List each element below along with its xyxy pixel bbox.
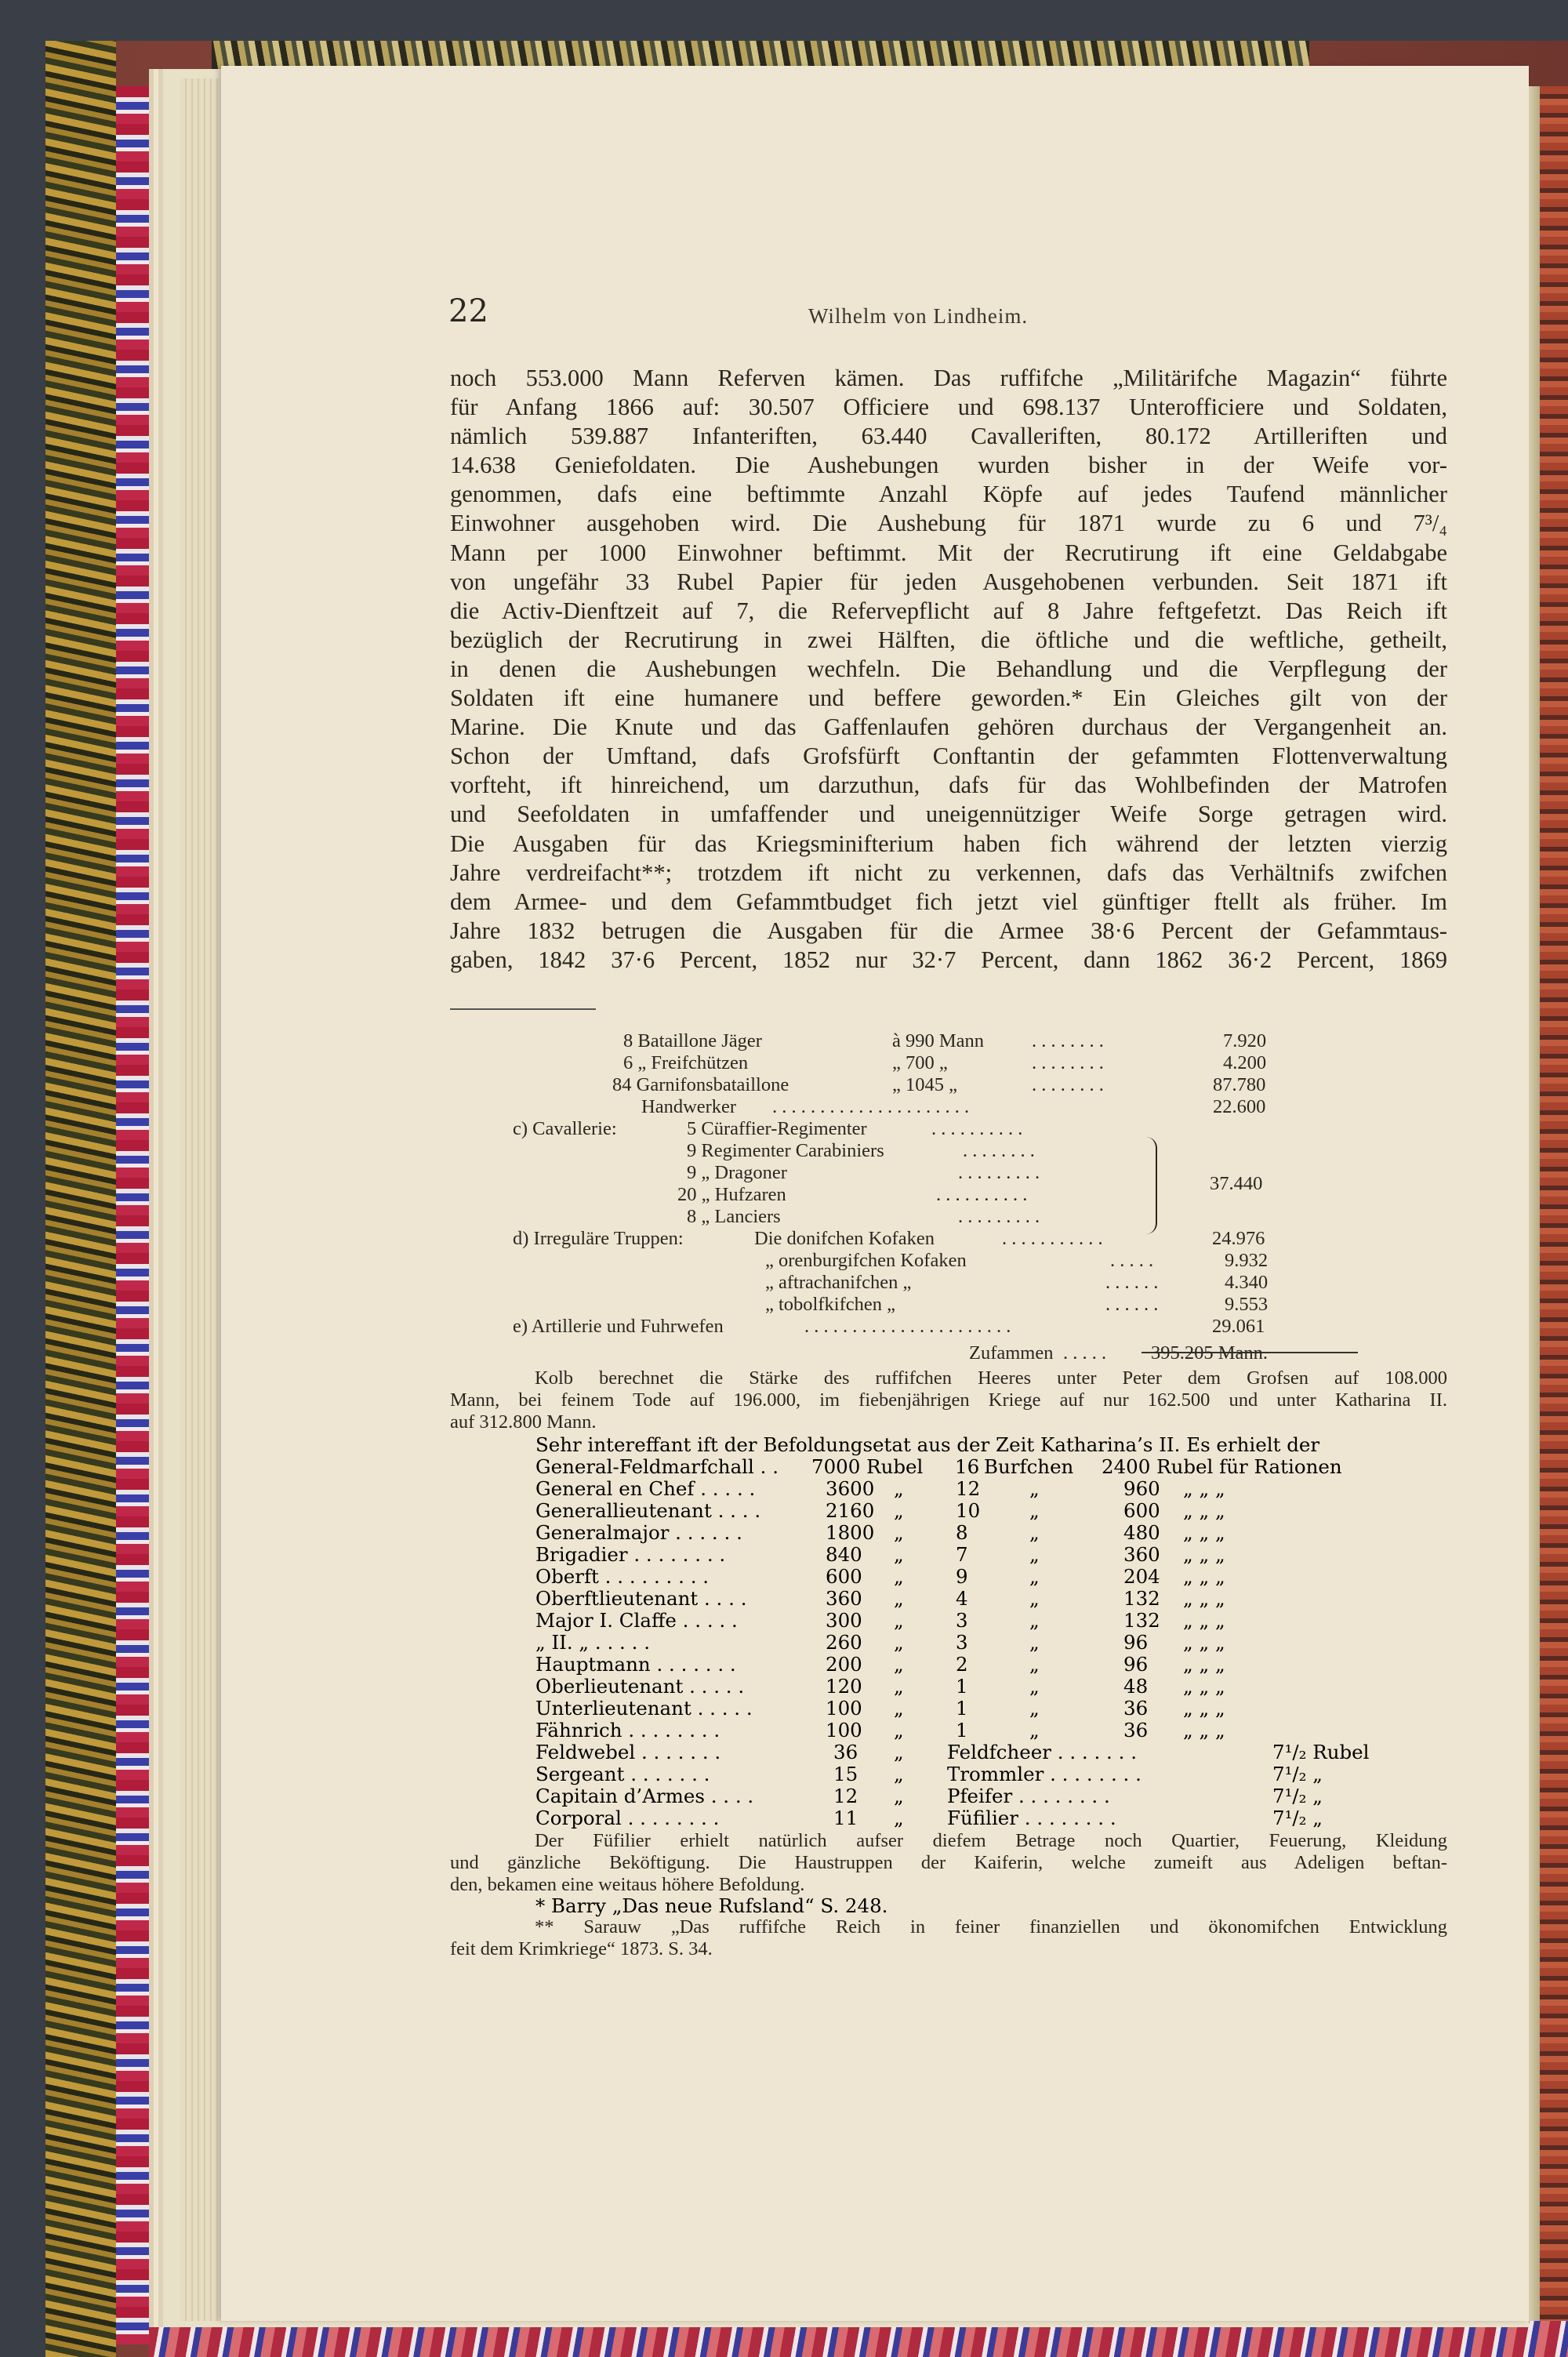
troop-label: 9 „ Dragoner (687, 1162, 787, 1183)
text-line: die Activ-Dienftzeit auf 7, die Refervepflicht auf 8 Jahre feftgefetzt. Das Reich ift (450, 597, 1447, 624)
pay-cell-pay: 11 (833, 1807, 858, 1829)
troop-value: 9.553 (1225, 1294, 1269, 1315)
troop-label: 20 „ Hufzaren (677, 1184, 786, 1205)
text-line: nämlich 539.887 Infanteriften, 63.440 Cavalleriften, 80.172 Artilleriften und (450, 423, 1447, 450)
pay-cell-pay2: 7¹/₂ Rubel (1272, 1741, 1370, 1763)
pay-cell-q3: „ „ „ (1183, 1543, 1225, 1566)
pay-cell-rank: Unterlieutenant . . . . . (535, 1697, 753, 1720)
pay-cell-q2: „ (1029, 1477, 1040, 1500)
pay-cell-r: 132 (1123, 1587, 1160, 1610)
pay-cell-pay: 100 (826, 1697, 862, 1720)
troop-rate: „ 1045 „ (892, 1074, 957, 1095)
leader-dots: . . . . . . . . . . . . . . . . . . . . . . (804, 1316, 1011, 1337)
pay: 7000 Rubel (811, 1455, 924, 1478)
pay-cell-q1: „ (894, 1521, 904, 1544)
troop-value: 29.061 (1212, 1316, 1265, 1337)
troop-value: 4.200 (1223, 1052, 1267, 1073)
pay-cell-r: 36 (1123, 1697, 1149, 1720)
pay-cell-q1: „ (894, 1697, 904, 1720)
pay-cell-r: 96 (1123, 1631, 1149, 1654)
pay-cell-pay: 1800 (826, 1521, 875, 1544)
pay-cell-pay: 120 (826, 1675, 862, 1698)
pay-cell-pay2: 7¹/₂ „ (1272, 1785, 1323, 1807)
pay-cell-n: 1 (956, 1675, 968, 1698)
troop-value: 24.976 (1212, 1228, 1265, 1249)
pay-cell-rank: Oberft . . . . . . . . . (535, 1565, 710, 1588)
total-value: 395.205 Mann. (1151, 1342, 1269, 1364)
troop-value: 22.600 (1213, 1096, 1266, 1117)
leader-dots: . . . . . . . . . (958, 1206, 1040, 1227)
pay-cell-r: 960 (1123, 1477, 1160, 1500)
text-line: Die Ausgaben für das Kriegsminifterium haben fich während der letzten vierzig (450, 830, 1447, 857)
text-line: Jahre verdreifacht**; trotzdem ift nicht zu verkennen, dafs das Verhältnifs zwifchen (450, 859, 1447, 886)
pay-cell-rank: Oberftlieutenant . . . . (535, 1587, 747, 1610)
leader-dots: . . . . . . . . . . (936, 1184, 1028, 1205)
pay-cell-pay: 200 (826, 1653, 862, 1676)
pay-cell-pay: 3600 (826, 1477, 875, 1500)
cavallerie-label: c) Cavallerie: (513, 1118, 617, 1139)
text-line: Mann per 1000 Einwohner beftimmt. Mit der Recrutirung ift eine Geldabgabe (450, 539, 1447, 566)
text-line: auf 312.800 Mann. (450, 1411, 597, 1433)
pay-cell-q3: „ „ „ (1183, 1631, 1225, 1654)
pay-cell-r: 96 (1123, 1653, 1149, 1676)
pay-cell-q2: „ (1029, 1653, 1040, 1676)
rank: General-Feldmarfchall . . (535, 1455, 779, 1478)
troop-label: 8 „ Lanciers (687, 1206, 781, 1227)
pay-cell-rank2: Pfeifer . . . . . . . . (947, 1785, 1110, 1807)
text-line: dem Armee- und dem Gefammtbudget fich jetzt viel günftiger ftellt als früher. Im (450, 888, 1447, 915)
pay-cell-rank: Hauptmann . . . . . . . (535, 1653, 736, 1676)
pay-cell-q2: „ (1029, 1587, 1040, 1610)
pay-cell-pay: 100 (826, 1719, 862, 1741)
troop-value: 4.340 (1225, 1272, 1269, 1293)
pay-cell-q1: „ (894, 1543, 904, 1566)
total-label: Zufammen (969, 1342, 1054, 1364)
pay-cell-pay: 260 (826, 1631, 862, 1654)
pay-cell-q2: „ (1029, 1565, 1040, 1588)
pay-cell-q3: „ „ „ (1183, 1521, 1225, 1544)
pay-intro: Sehr intereffant ift der Befoldungsetat aus der Zeit Katharina’s II. Es erhielt der (535, 1433, 1320, 1456)
troop-label: „ orenburgifchen Kofaken (765, 1250, 967, 1271)
text-line: noch 553.000 Mann Referven kämen. Das ruffifche „Militärifche Magazin“ führte (450, 365, 1447, 391)
troop-label: „ tobolfkifchen „ (765, 1294, 895, 1315)
pay-cell-q3: „ „ „ (1183, 1587, 1225, 1610)
text-line: 14.638 Geniefoldaten. Die Aushebungen wurden bisher in der Weife vor- (450, 452, 1447, 479)
pay-cell-q1: „ (894, 1675, 904, 1698)
pay-cell-rank: Oberlieutenant . . . . . (535, 1675, 745, 1698)
troop-value: 7.920 (1223, 1030, 1267, 1051)
text-line: für Anfang 1866 auf: 30.507 Officiere und 698.137 Unterofficiere und Soldaten, (450, 394, 1447, 421)
troop-label: 84 Garnifonsbataillone (612, 1074, 789, 1095)
pay-cell-q: „ (894, 1741, 904, 1763)
pay-cell-rank: Sergeant . . . . . . . (535, 1763, 710, 1785)
leader-dots: . . . . . . . . . . . . . . . . . . . . . (772, 1096, 970, 1117)
pay-cell-n: 2 (956, 1653, 968, 1676)
pay-cell-pay2: 7¹/₂ „ (1272, 1807, 1323, 1829)
leader-dots: . . . . . (1110, 1250, 1154, 1271)
text-line: und gänzliche Beköftigung. Die Haustruppen der Kaiferin, welche zumeift aus Adeligen beftan- (450, 1852, 1447, 1873)
text-line: und Seefoldaten in umfaffender und uneigennütziger Weife Sorge getragen wird. (450, 801, 1447, 828)
troop-rate: „ 700 „ (892, 1052, 948, 1073)
pay-cell-rank: Brigadier . . . . . . . . (535, 1543, 726, 1566)
table-row (0, 1052, 1568, 1074)
kolb-note (450, 1367, 1447, 1433)
leader-dots: . . . . . . . . (963, 1140, 1035, 1161)
pay-cell-q2: „ (1029, 1543, 1040, 1566)
pay-cell-q: „ (894, 1807, 904, 1829)
pay-cell-q1: „ (894, 1609, 904, 1632)
troop-label: 6 „ Freifchützen (623, 1052, 749, 1073)
pay-cell-n: 10 (956, 1499, 981, 1522)
text-line: ** Sarauw „Das ruffifche Reich in feiner finanziellen und ökonomifchen Entwicklung (535, 1916, 1447, 1938)
leader-dots: . . . . . . (1105, 1294, 1159, 1315)
pay-cell-rank: Major I. Claffe . . . . . (535, 1609, 738, 1632)
servants: 16 (955, 1455, 980, 1478)
text-line: Mann, bei feinem Tode auf 196.000, im fiebenjährigen Kriege auf nur 162.500 und unter Katharina II. (450, 1389, 1447, 1411)
pay-cell-q2: „ (1029, 1697, 1040, 1720)
pay-cell-q1: „ (894, 1565, 904, 1588)
text-line: den, bekamen eine weitaus höhere Befoldung. (450, 1874, 805, 1895)
troop-rate: à 990 Mann (892, 1030, 985, 1051)
pay-cell-n: 8 (956, 1521, 968, 1544)
pay-cell-q1: „ (894, 1653, 904, 1676)
troop-label: 5 Cüraffier-Regimenter (687, 1118, 867, 1139)
pay-cell-r: 36 (1123, 1719, 1149, 1741)
troop-label: 9 Regimenter Carabiniers (687, 1140, 884, 1161)
pay-cell-r: 360 (1123, 1543, 1160, 1566)
leader-dots: . . . . . . (1105, 1272, 1159, 1293)
pay-cell-n: 9 (956, 1565, 968, 1588)
pay-cell-q3: „ „ „ (1183, 1499, 1225, 1522)
pay-cell-q2: „ (1029, 1631, 1040, 1654)
pay-cell-pay: 600 (826, 1565, 862, 1588)
text-line: Schon der Umftand, dafs Grofsfürft Conftantin der gefammten Flottenverwaltung (450, 743, 1447, 770)
pay-cell-pay: 36 (833, 1741, 858, 1763)
pay-cell-rank: Capitain d’Armes . . . . (535, 1785, 754, 1807)
text-line: Marine. Die Knute und das Gaffenlaufen gehören durchaus der Vergangenheit an. (450, 714, 1447, 741)
pay-cell-pay: 15 (833, 1763, 858, 1785)
pay-cell-rank2: Trommler . . . . . . . . (947, 1763, 1142, 1785)
pay-cell-rank2: Feldfcheer . . . . . . . (947, 1741, 1137, 1763)
text-line: Kolb berechnet die Stärke des ruffifchen Heeres unter Peter dem Grofsen auf 108.000 (535, 1367, 1447, 1389)
pay-cell-q1: „ (894, 1477, 904, 1500)
troop-label: e) Artillerie und Fuhrwefen (513, 1316, 724, 1337)
page-number: 22 (448, 293, 488, 329)
pay-cell-n: 3 (956, 1609, 968, 1632)
pay-cell-q1: „ (894, 1587, 904, 1610)
pay-cell-r: 600 (1123, 1499, 1160, 1522)
pay-cell-pay: 2160 (826, 1499, 875, 1522)
pay-cell-n: 3 (956, 1631, 968, 1654)
text-line: Soldaten ift eine humanere und beffere geworden.* Ein Gleiches gilt von der (450, 685, 1447, 712)
text-line: feit dem Krimkriege“ 1873. S. 34. (450, 1938, 713, 1959)
pay-cell-rank: Fähnrich . . . . . . . . (535, 1719, 720, 1741)
pay-cell-q2: „ (1029, 1499, 1040, 1522)
pay-cell-q3: „ „ „ (1183, 1477, 1225, 1500)
pay-cell-q2: „ (1029, 1521, 1040, 1544)
text-line: vorfteht, ift hinreichend, um darzuthun, dafs für das Wohlbefinden der Matrofen (450, 772, 1447, 799)
pay-cell-n: 12 (956, 1477, 981, 1500)
pay-cell-q1: „ (894, 1631, 904, 1654)
servant-unit: Burfchen (984, 1455, 1074, 1478)
troop-value: 9.932 (1225, 1250, 1269, 1271)
pay-cell-q1: „ (894, 1499, 904, 1522)
pay-cell-q: „ (894, 1763, 904, 1785)
pay-cell-r: 204 (1123, 1565, 1160, 1588)
pay-cell-n: 1 (956, 1719, 968, 1741)
pay-cell-q: „ (894, 1785, 904, 1807)
running-head: Wilhelm von Lindheim. (808, 304, 1029, 328)
text-line: Jahre 1832 betrugen die Ausgaben für die Armee 38·6 Percent der Gefammtaus- (450, 917, 1447, 944)
pay-cell-rank2: Füfilier . . . . . . . . (947, 1807, 1116, 1829)
pay-cell-pay: 840 (826, 1543, 862, 1566)
pay-cell-r: 480 (1123, 1521, 1160, 1544)
pay-cell-pay: 300 (826, 1609, 862, 1632)
pay-cell-n: 4 (956, 1587, 968, 1610)
leader-dots: . . . . . . . . . . (931, 1118, 1023, 1139)
table-row (0, 1030, 1568, 1052)
pay-cell-n: 7 (956, 1543, 968, 1566)
pay-cell-pay2: 7¹/₂ „ (1272, 1763, 1323, 1785)
pay-cell-rank: „ II. „ . . . . . (535, 1631, 650, 1654)
pay-cell-q2: „ (1029, 1719, 1040, 1741)
leader-dots: . . . . . . . . . (958, 1162, 1040, 1183)
leader-dots: . . . . . . . . (1032, 1052, 1104, 1073)
pay-cell-q2: „ (1029, 1675, 1040, 1698)
text-line: gaben, 1842 37·6 Percent, 1852 nur 32·7 Percent, dann 1862 36·2 Percent, 1869 (450, 946, 1447, 973)
footnote-sarauw (450, 1916, 1447, 1960)
pay-cell-pay: 360 (826, 1587, 862, 1610)
pay-cell-rank: General en Chef . . . . . (535, 1477, 756, 1500)
troop-label: „ aftrachanifchen „ (765, 1272, 912, 1293)
pay-cell-q2: „ (1029, 1609, 1040, 1632)
pay-cell-q3: „ „ „ (1183, 1653, 1225, 1676)
fusilier-note (450, 1830, 1447, 1896)
table-row (0, 1096, 1568, 1118)
text-line: bezüglich der Recrutirung in zwei Hälften, die öftliche und die weftliche, getheilt, (450, 626, 1447, 653)
pay-cell-rank: Generallieutenant . . . . (535, 1499, 761, 1522)
pay-cell-r: 48 (1123, 1675, 1149, 1698)
pay-cell-q3: „ „ „ (1183, 1565, 1225, 1588)
troop-label: Die donifchen Kofaken (754, 1228, 935, 1249)
irregular-label: d) Irreguläre Truppen: (513, 1228, 684, 1249)
cavallerie-brace (1143, 1137, 1157, 1234)
text-line: in denen die Aushebungen wechfeln. Die Behandlung und die Verpflegung der (450, 655, 1447, 682)
text-line: Einwohner ausgehoben wird. Die Aushebung für 1871 wurde zu 6 und 7³/₄ (450, 510, 1447, 537)
troop-label: Handwerker (641, 1096, 737, 1117)
troop-value: 87.780 (1213, 1074, 1266, 1095)
pay-cell-r: 132 (1123, 1609, 1160, 1632)
pay-cell-q1: „ (894, 1719, 904, 1741)
leader-dots: . . . . . . . . . . . (1002, 1228, 1103, 1249)
pay-cell-q3: „ „ „ (1183, 1609, 1225, 1632)
pay-cell-rank: Generalmajor . . . . . . (535, 1521, 742, 1544)
cavallerie-total: 37.440 (1210, 1173, 1263, 1194)
leader-dots: . . . . . . . . (1032, 1074, 1104, 1095)
footnote-barry: * Barry „Das neue Rufsland“ S. 248. (535, 1894, 888, 1917)
pay-cell-rank: Feldwebel . . . . . . . (535, 1741, 721, 1763)
pay-cell-q3: „ „ „ (1183, 1675, 1225, 1698)
table-row (0, 1074, 1568, 1096)
pay-cell-q3: „ „ „ (1183, 1719, 1225, 1741)
text-line: von ungefähr 33 Rubel Papier für jeden Ausgehobenen verbunden. Seit 1871 ift (450, 568, 1447, 595)
text-line: Der Füfilier erhielt natürlich aufser diefem Betrage noch Quartier, Feuerung, Kleidung (535, 1830, 1447, 1851)
rations: 2400 Rubel für Rationen (1102, 1455, 1342, 1478)
troop-label: 8 Bataillone Jäger (623, 1030, 762, 1051)
pay-cell-rank: Corporal . . . . . . . . (535, 1807, 720, 1829)
pay-cell-n: 1 (956, 1697, 968, 1720)
pay-cell-pay: 12 (833, 1785, 858, 1807)
leader-dots: . . . . . (1063, 1342, 1107, 1364)
pay-cell-q3: „ „ „ (1183, 1697, 1225, 1720)
leader-dots: . . . . . . . . (1032, 1030, 1104, 1051)
text-line: genommen, dafs eine beftimmte Anzahl Köpfe auf jedes Taufend männlicher (450, 481, 1447, 508)
